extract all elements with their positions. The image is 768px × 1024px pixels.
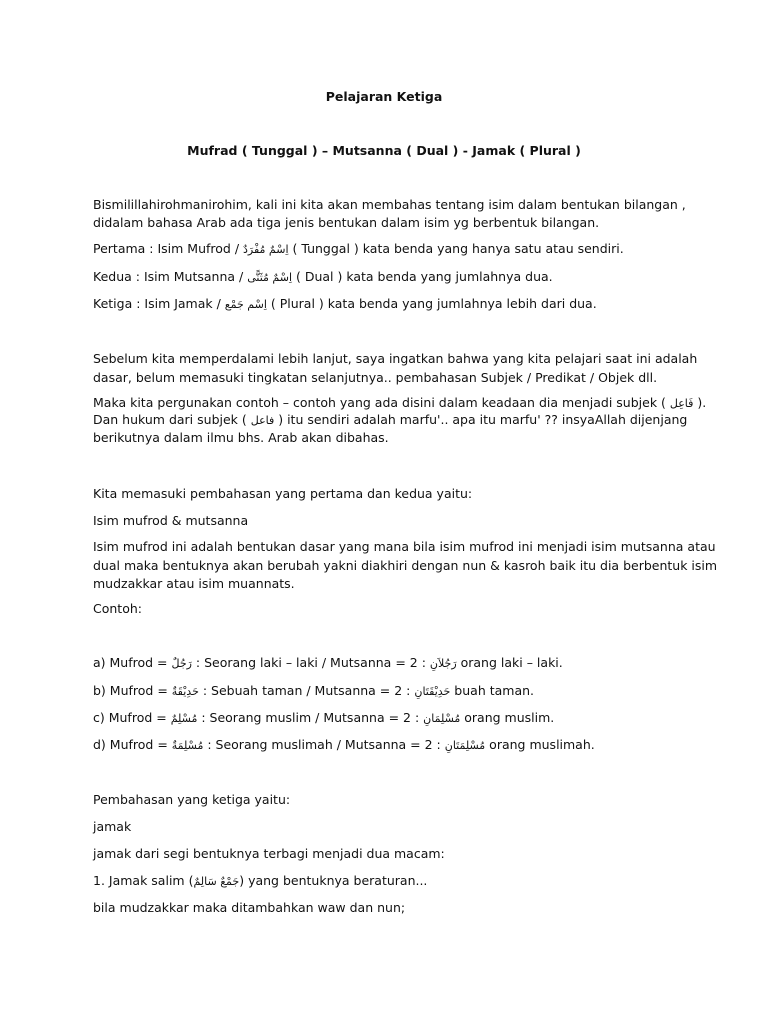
- para1-line-1: Sebelum kita memperdalami lebih lanjut, saya ingatkan bahwa yang kita pelajari saat ini adalah: [93, 351, 698, 366]
- arabic-mutsanna: مُسْلِمَانِ: [423, 712, 461, 725]
- para2-line-1: [93, 394, 706, 412]
- type-desc: ( Dual ) kata benda yang jumlahnya dua.: [292, 269, 553, 284]
- text-run: orang muslim.: [460, 710, 555, 725]
- arabic-term: فاعل: [250, 414, 275, 427]
- text-run: a) Mufrod =: [93, 655, 172, 670]
- text-run: Maka kita pergunakan contoh – contoh yang ada disini dalam keadaan dia menjadi subjek (: [93, 395, 670, 410]
- type-label: Kedua : Isim Mutsanna /: [93, 269, 248, 284]
- text-run: : Seorang laki – laki / Mutsanna = 2 :: [191, 655, 430, 670]
- arabic-term: اِسْم جَمْع: [224, 298, 267, 311]
- contoh-label: Contoh:: [93, 601, 142, 616]
- arabic-term: جَمْعٌ سَالِمٌ: [193, 875, 240, 888]
- type-label: Ketiga : Isim Jamak /: [93, 296, 225, 311]
- section1-intro: Kita memasuki pembahasan yang pertama dan kedua yaitu:: [93, 486, 473, 501]
- arabic-mufrod: مُسْلِمٌ: [170, 712, 198, 725]
- example-c: [93, 709, 554, 727]
- arabic-term: اِسْمٌ مُفْرَدٌ: [243, 243, 289, 256]
- text-run: : Sebuah taman / Mutsanna = 2 :: [198, 683, 415, 698]
- arabic-term: اِسْمٌ مُثَنًّى: [247, 271, 293, 284]
- text-run: ).: [693, 395, 707, 410]
- text-run: buah taman.: [450, 683, 535, 698]
- section2-line-1: jamak dari segi bentuknya terbagi menjadi dua macam:: [93, 846, 445, 861]
- text-run: ) itu sendiri adalah marfu'.. apa itu marfu' ?? insyaAllah dijenjang: [274, 412, 688, 427]
- section2-line-2: [93, 872, 427, 890]
- arabic-term: فَاعِل: [669, 397, 694, 410]
- page-subtitle: Mufrad ( Tunggal ) – Mutsanna ( Dual ) - Jamak ( Plural ): [187, 143, 581, 158]
- type-line-jamak: [93, 295, 597, 313]
- section1-heading: Isim mufrod & mutsanna: [93, 513, 249, 528]
- arabic-mutsanna: مُسْلِمَتَانِ: [444, 739, 486, 752]
- text-run: b) Mufrod =: [93, 683, 172, 698]
- arabic-mufrod: رَجُلٌ: [171, 657, 192, 670]
- text-run: : Seorang muslimah / Mutsanna = 2 :: [203, 737, 445, 752]
- type-label: Pertama : Isim Mufrod /: [93, 241, 244, 256]
- type-desc: ( Tunggal ) kata benda yang hanya satu atau sendiri.: [288, 241, 624, 256]
- arabic-mutsanna: حَدِيْقَتَانِ: [414, 685, 451, 698]
- section1-line-2: dual maka bentuknya akan berubah yakni diakhiri dengan nun & kasroh baik itu dia berbentuk isim: [93, 558, 718, 573]
- page-title: Pelajaran Ketiga: [325, 89, 443, 104]
- arabic-mufrod: حَدِيْقَةٌ: [171, 685, 199, 698]
- para2-line-3: berikutnya dalam ilmu bhs. Arab akan dibahas.: [93, 430, 389, 445]
- text-run: ) yang bentuknya beraturan...: [239, 873, 428, 888]
- example-a: [93, 654, 563, 672]
- text-run: d) Mufrod =: [93, 737, 172, 752]
- type-line-mufrod: [93, 240, 624, 258]
- text-run: Dan hukum dari subjek (: [93, 412, 251, 427]
- text-run: 1. Jamak salim (: [93, 873, 194, 888]
- section2-intro: Pembahasan yang ketiga yaitu:: [93, 792, 291, 807]
- text-run: orang laki – laki.: [456, 655, 563, 670]
- intro-line-2: didalam bahasa Arab ada tiga jenis bentukan dalam isim yg berbentuk bilangan.: [93, 215, 600, 230]
- arabic-mutsanna: رَجُلاَنِ: [429, 657, 457, 670]
- para2-line-2: [93, 411, 687, 429]
- arabic-mufrod: مُسْلِمَةٌ: [171, 739, 204, 752]
- intro-line-1: Bismilillahirohmanirohim, kali ini kita akan membahas tentang isim dalam bentukan bilangan ,: [93, 197, 686, 212]
- example-b: [93, 682, 534, 700]
- text-run: c) Mufrod =: [93, 710, 171, 725]
- section1-line-1: Isim mufrod ini adalah bentukan dasar yang mana bila isim mufrod ini menjadi isim mutsanna atau: [93, 539, 716, 554]
- section2-heading: jamak: [93, 819, 132, 834]
- para1-line-2: dasar, belum memasuki tingkatan selanjutnya.. pembahasan Subjek / Predikat / Objek dll.: [93, 370, 658, 385]
- type-line-mutsanna: [93, 268, 553, 286]
- section1-line-3: mudzakkar atau isim muannats.: [93, 576, 295, 591]
- type-desc: ( Plural ) kata benda yang jumlahnya lebih dari dua.: [266, 296, 597, 311]
- text-run: orang muslimah.: [485, 737, 595, 752]
- example-d: [93, 736, 595, 754]
- section2-line-3: bila mudzakkar maka ditambahkan waw dan nun;: [93, 900, 406, 915]
- text-run: : Seorang muslim / Mutsanna = 2 :: [197, 710, 424, 725]
